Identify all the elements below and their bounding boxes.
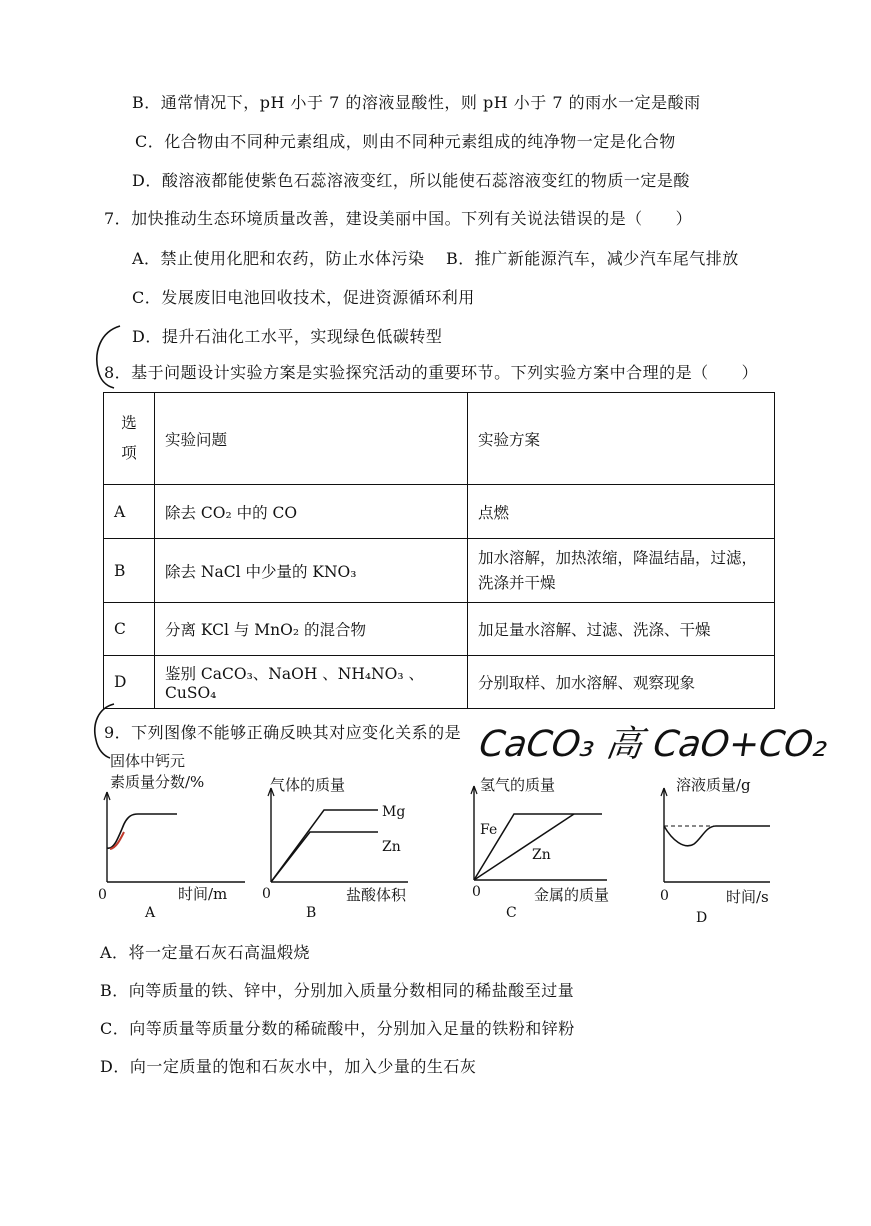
- graph-c-ylabel: 氢气的质量: [480, 776, 556, 794]
- row-question: 鉴别 CaCO₃、NaOH 、NH₄NO₃ 、CuSO₄: [155, 656, 468, 709]
- q6-option-c: C．化合物由不同种元素组成，则由不同种元素组成的纯净物一定是化合物: [135, 132, 676, 151]
- row-question: 除去 NaCl 中少量的 KNO₃: [155, 539, 468, 603]
- graph-a-caption: A: [145, 905, 156, 921]
- row-plan: 加水溶解，加热浓缩，降温结晶，过滤，洗涤并干燥: [468, 539, 775, 603]
- graph-b-origin: 0: [262, 886, 271, 902]
- q6-option-b: B．通常情况下，pH 小于 7 的溶液显酸性，则 pH 小于 7 的雨水一定是酸雨: [132, 93, 701, 112]
- graph-b-series-mg: Mg: [382, 804, 406, 820]
- q7-option-b: B．推广新能源汽车，减少汽车尾气排放: [446, 249, 739, 268]
- graph-d-ylabel: 溶液质量/g: [676, 776, 751, 794]
- graph-a-xlabel: 时间/m: [178, 885, 228, 903]
- graph-d: [650, 760, 775, 930]
- header-option-char-1: 选: [121, 414, 137, 433]
- header-option-char-2: 项: [121, 443, 137, 462]
- q6-option-d: D．酸溶液都能使紫色石蕊溶液变红，所以能使石蕊溶液变红的物质一定是酸: [132, 171, 690, 190]
- q9-option-c: C．向等质量等质量分数的稀硫酸中，分别加入足量的铁粉和锌粉: [100, 1019, 575, 1038]
- table-header-row: [104, 393, 775, 485]
- graph-b-line-zn: [271, 832, 378, 882]
- row-option: A: [104, 485, 155, 539]
- table-row: [104, 603, 775, 656]
- graph-b-line-mg: [271, 810, 378, 882]
- graph-c: [462, 760, 622, 925]
- graph-c-series-fe: Fe: [480, 822, 498, 838]
- q9-option-b: B．向等质量的铁、锌中，分别加入质量分数相同的稀盐酸至过量: [100, 981, 575, 1000]
- graph-c-series-zn: Zn: [532, 847, 551, 863]
- graph-a-origin: 0: [98, 887, 107, 903]
- graph-d-caption: D: [696, 910, 708, 926]
- graph-b: [258, 760, 428, 925]
- q8-stem: 8．基于问题设计实验方案是实验探究活动的重要环节。下列实验方案中合理的是（ ）: [104, 363, 759, 382]
- table-row: [104, 539, 775, 603]
- q9-option-a: A．将一定量石灰石高温煅烧: [100, 943, 311, 962]
- graph-b-caption: B: [306, 905, 317, 921]
- q9-option-d: D．向一定质量的饱和石灰水中，加入少量的生石灰: [100, 1057, 477, 1076]
- graph-a-ylabel-2: 素质量分数/%: [110, 773, 205, 791]
- graph-d-curve: [664, 826, 770, 846]
- row-plan: 点燃: [468, 485, 775, 539]
- header-question-cell: 实验问题: [155, 393, 468, 485]
- graph-a-ylabel-1: 固体中钙元: [110, 752, 186, 770]
- header-option-cell: [104, 393, 155, 485]
- q7-option-d: D．提升石油化工水平，实现绿色低碳转型: [132, 327, 443, 346]
- graph-b-ylabel: 气体的质量: [270, 776, 346, 794]
- table-row: [104, 656, 775, 709]
- q7-option-c: C．发展废旧电池回收技术，促进资源循环利用: [132, 288, 475, 307]
- graph-d-xlabel: 时间/s: [726, 888, 769, 906]
- row-plan: 分别取样、加水溶解、观察现象: [468, 656, 775, 709]
- experiment-table: [103, 392, 775, 709]
- row-option: B: [104, 539, 155, 603]
- graph-a: [80, 750, 270, 925]
- graph-b-xlabel: 盐酸体积: [346, 886, 407, 904]
- table-row: [104, 485, 775, 539]
- header-plan-cell: 实验方案: [468, 393, 775, 485]
- graph-b-series-zn: Zn: [382, 839, 401, 855]
- row-question: 除去 CO₂ 中的 CO: [155, 485, 468, 539]
- row-plan: 加足量水溶解、过滤、洗涤、干燥: [468, 603, 775, 656]
- row-question: 分离 KCl 与 MnO₂ 的混合物: [155, 603, 468, 656]
- handwritten-reaction-note: CaCO₃ 高 CaO+CO₂: [476, 724, 831, 765]
- row-option: C: [104, 603, 155, 656]
- row-option: D: [104, 656, 155, 709]
- graph-c-caption: C: [506, 905, 517, 921]
- q9-stem: 9．下列图像不能够正确反映其对应变化关系的是: [104, 723, 462, 742]
- q7-stem: 7．加快推动生态环境质量改善，建设美丽中国。下列有关说法错误的是（ ）: [104, 209, 693, 228]
- graph-c-origin: 0: [472, 884, 481, 900]
- q7-option-a: A．禁止使用化肥和农药，防止水体污染: [132, 249, 425, 268]
- graph-c-xlabel: 金属的质量: [534, 886, 610, 904]
- graph-d-origin: 0: [660, 888, 669, 904]
